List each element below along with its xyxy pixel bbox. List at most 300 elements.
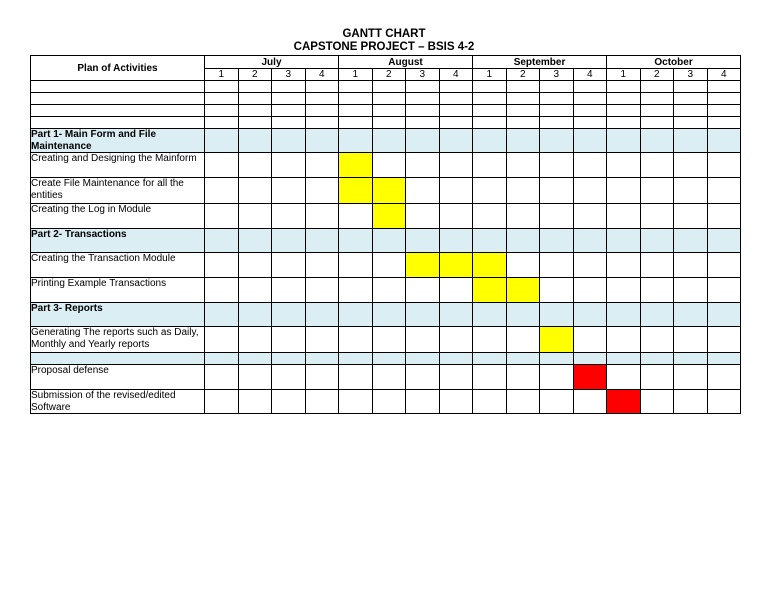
- timeline-cell: [439, 204, 473, 229]
- timeline-cell: [506, 129, 540, 153]
- timeline-cell: [305, 278, 339, 303]
- timeline-cell: [305, 129, 339, 153]
- timeline-cell: [707, 353, 741, 365]
- timeline-cell: [439, 365, 473, 390]
- timeline-cell: [372, 365, 406, 390]
- timeline-cell: [406, 278, 440, 303]
- timeline-cell: [473, 365, 507, 390]
- timeline-cell: [674, 93, 708, 105]
- blank-row: [31, 117, 741, 129]
- timeline-cell: [607, 117, 641, 129]
- timeline-cell: [305, 327, 339, 353]
- timeline-cell: [540, 204, 574, 229]
- timeline-cell: [372, 129, 406, 153]
- month-august: August: [339, 56, 473, 69]
- task-row: [31, 327, 741, 353]
- blank-row: [31, 93, 741, 105]
- timeline-cell: [674, 153, 708, 178]
- week-number-cell: 4: [439, 69, 473, 81]
- timeline-cell: [305, 204, 339, 229]
- timeline-cell: [674, 303, 708, 327]
- timeline-cell: [540, 105, 574, 117]
- timeline-cell: [506, 365, 540, 390]
- timeline-cell: [339, 353, 373, 365]
- timeline-cell: [272, 229, 306, 253]
- timeline-cell: [339, 117, 373, 129]
- timeline-cell: [506, 117, 540, 129]
- timeline-cell: [238, 105, 272, 117]
- timeline-cell: [506, 303, 540, 327]
- timeline-cell: [406, 229, 440, 253]
- month-september: September: [473, 56, 607, 69]
- timeline-cell: [238, 365, 272, 390]
- activity-label: Printing Example Transactions: [31, 278, 205, 303]
- milestone-bar-cell: [573, 365, 607, 390]
- timeline-cell: [506, 105, 540, 117]
- activity-column-header: Plan of Activities: [31, 56, 205, 81]
- timeline-cell: [406, 178, 440, 204]
- month-october: October: [607, 56, 741, 69]
- timeline-cell: [406, 353, 440, 365]
- timeline-cell: [406, 303, 440, 327]
- timeline-cell: [607, 153, 641, 178]
- timeline-cell: [540, 129, 574, 153]
- timeline-cell: [674, 129, 708, 153]
- timeline-cell: [305, 153, 339, 178]
- activity-label: [31, 117, 205, 129]
- timeline-cell: [506, 353, 540, 365]
- timeline-cell: [272, 105, 306, 117]
- timeline-cell: [707, 278, 741, 303]
- timeline-cell: [573, 353, 607, 365]
- task-row: [31, 278, 741, 303]
- section-row: [31, 303, 741, 327]
- timeline-cell: [272, 81, 306, 93]
- timeline-cell: [238, 303, 272, 327]
- timeline-cell: [573, 390, 607, 414]
- timeline-cell: [305, 105, 339, 117]
- timeline-cell: [205, 81, 239, 93]
- timeline-cell: [205, 278, 239, 303]
- timeline-cell: [439, 153, 473, 178]
- week-number-cell: 1: [607, 69, 641, 81]
- timeline-cell: [339, 229, 373, 253]
- chart-title: GANTT CHART: [342, 28, 426, 40]
- timeline-cell: [674, 365, 708, 390]
- timeline-cell: [305, 178, 339, 204]
- timeline-cell: [238, 129, 272, 153]
- timeline-cell: [707, 129, 741, 153]
- timeline-cell: [305, 229, 339, 253]
- week-number-cell: 2: [372, 69, 406, 81]
- timeline-cell: [540, 278, 574, 303]
- timeline-cell: [607, 93, 641, 105]
- timeline-cell: [707, 253, 741, 278]
- timeline-cell: [238, 353, 272, 365]
- activity-label: Creating and Designing the Mainform: [31, 153, 205, 178]
- timeline-cell: [640, 204, 674, 229]
- timeline-cell: [573, 129, 607, 153]
- timeline-cell: [272, 93, 306, 105]
- timeline-cell: [640, 365, 674, 390]
- timeline-cell: [540, 253, 574, 278]
- timeline-cell: [205, 204, 239, 229]
- section-label: Part 3- Reports: [31, 303, 205, 327]
- planned-bar-cell: [339, 153, 373, 178]
- timeline-cell: [607, 204, 641, 229]
- timeline-cell: [406, 327, 440, 353]
- timeline-cell: [372, 105, 406, 117]
- timeline-cell: [607, 303, 641, 327]
- timeline-cell: [573, 229, 607, 253]
- timeline-cell: [406, 93, 440, 105]
- timeline-cell: [238, 178, 272, 204]
- timeline-cell: [607, 353, 641, 365]
- timeline-cell: [372, 229, 406, 253]
- timeline-cell: [272, 253, 306, 278]
- week-number-cell: 2: [238, 69, 272, 81]
- timeline-cell: [439, 390, 473, 414]
- week-number-cell: 1: [339, 69, 373, 81]
- planned-bar-cell: [372, 178, 406, 204]
- timeline-cell: [439, 178, 473, 204]
- section-row: [31, 229, 741, 253]
- planned-bar-cell: [406, 253, 440, 278]
- timeline-cell: [674, 353, 708, 365]
- week-number-cell: 3: [272, 69, 306, 81]
- activity-label: Proposal defense: [31, 365, 205, 390]
- timeline-cell: [339, 105, 373, 117]
- timeline-cell: [473, 327, 507, 353]
- timeline-cell: [573, 278, 607, 303]
- timeline-cell: [607, 229, 641, 253]
- timeline-cell: [406, 117, 440, 129]
- timeline-cell: [540, 178, 574, 204]
- timeline-cell: [238, 390, 272, 414]
- week-number-cell: 2: [506, 69, 540, 81]
- timeline-cell: [272, 390, 306, 414]
- timeline-cell: [674, 253, 708, 278]
- timeline-cell: [439, 353, 473, 365]
- activity-label: [31, 81, 205, 93]
- timeline-cell: [205, 303, 239, 327]
- week-number-cell: 1: [205, 69, 239, 81]
- week-number-cell: 1: [473, 69, 507, 81]
- timeline-cell: [607, 105, 641, 117]
- timeline-cell: [573, 81, 607, 93]
- gantt-table: [30, 55, 741, 414]
- planned-bar-cell: [372, 204, 406, 229]
- timeline-cell: [607, 253, 641, 278]
- task-row: [31, 253, 741, 278]
- timeline-cell: [674, 178, 708, 204]
- timeline-cell: [473, 303, 507, 327]
- timeline-cell: [205, 178, 239, 204]
- timeline-cell: [540, 229, 574, 253]
- timeline-cell: [339, 129, 373, 153]
- task-row: [31, 178, 741, 204]
- timeline-cell: [406, 390, 440, 414]
- timeline-cell: [473, 178, 507, 204]
- timeline-cell: [205, 153, 239, 178]
- timeline-cell: [406, 129, 440, 153]
- timeline-cell: [506, 81, 540, 93]
- timeline-cell: [640, 93, 674, 105]
- section-label: Part 2- Transactions: [31, 229, 205, 253]
- timeline-cell: [640, 390, 674, 414]
- planned-bar-cell: [439, 253, 473, 278]
- timeline-cell: [305, 93, 339, 105]
- timeline-cell: [674, 327, 708, 353]
- activity-label: Create File Maintenance for all the entities: [31, 178, 205, 204]
- timeline-cell: [238, 153, 272, 178]
- timeline-cell: [439, 278, 473, 303]
- timeline-cell: [540, 117, 574, 129]
- timeline-cell: [473, 81, 507, 93]
- timeline-cell: [607, 81, 641, 93]
- timeline-cell: [205, 229, 239, 253]
- timeline-cell: [506, 327, 540, 353]
- timeline-cell: [272, 278, 306, 303]
- task-row: [31, 365, 741, 390]
- timeline-cell: [205, 105, 239, 117]
- timeline-cell: [640, 229, 674, 253]
- week-number-cell: 2: [640, 69, 674, 81]
- timeline-cell: [473, 105, 507, 117]
- timeline-cell: [372, 253, 406, 278]
- timeline-cell: [406, 153, 440, 178]
- timeline-cell: [707, 204, 741, 229]
- timeline-cell: [506, 204, 540, 229]
- timeline-cell: [540, 390, 574, 414]
- timeline-cell: [372, 353, 406, 365]
- week-number-cell: 4: [305, 69, 339, 81]
- timeline-cell: [607, 178, 641, 204]
- timeline-cell: [674, 229, 708, 253]
- month-july: July: [205, 56, 339, 69]
- timeline-cell: [439, 303, 473, 327]
- timeline-cell: [506, 153, 540, 178]
- timeline-cell: [406, 105, 440, 117]
- timeline-cell: [607, 327, 641, 353]
- timeline-cell: [540, 81, 574, 93]
- timeline-cell: [339, 390, 373, 414]
- timeline-cell: [473, 117, 507, 129]
- timeline-cell: [272, 117, 306, 129]
- timeline-cell: [238, 204, 272, 229]
- timeline-cell: [238, 117, 272, 129]
- timeline-cell: [506, 93, 540, 105]
- timeline-cell: [506, 253, 540, 278]
- timeline-cell: [540, 303, 574, 327]
- timeline-cell: [339, 81, 373, 93]
- timeline-cell: [640, 303, 674, 327]
- timeline-cell: [640, 153, 674, 178]
- timeline-cell: [372, 117, 406, 129]
- timeline-cell: [272, 129, 306, 153]
- timeline-cell: [372, 278, 406, 303]
- timeline-cell: [674, 117, 708, 129]
- section-label: Part 1- Main Form and File Maintenance: [31, 129, 205, 153]
- planned-bar-cell: [540, 327, 574, 353]
- timeline-cell: [238, 81, 272, 93]
- timeline-cell: [640, 353, 674, 365]
- timeline-cell: [305, 303, 339, 327]
- timeline-cell: [674, 105, 708, 117]
- timeline-cell: [238, 327, 272, 353]
- planned-bar-cell: [473, 253, 507, 278]
- activity-label: Creating the Log in Module: [31, 204, 205, 229]
- timeline-cell: [573, 105, 607, 117]
- timeline-cell: [272, 365, 306, 390]
- activity-label: [31, 105, 205, 117]
- timeline-cell: [674, 81, 708, 93]
- timeline-cell: [707, 117, 741, 129]
- timeline-cell: [473, 390, 507, 414]
- task-row: [31, 204, 741, 229]
- timeline-cell: [439, 81, 473, 93]
- timeline-cell: [372, 327, 406, 353]
- timeline-cell: [573, 204, 607, 229]
- timeline-cell: [573, 178, 607, 204]
- timeline-cell: [674, 278, 708, 303]
- timeline-cell: [439, 129, 473, 153]
- timeline-cell: [305, 253, 339, 278]
- timeline-cell: [339, 303, 373, 327]
- timeline-cell: [707, 390, 741, 414]
- week-number-cell: 3: [540, 69, 574, 81]
- timeline-cell: [205, 129, 239, 153]
- timeline-cell: [573, 303, 607, 327]
- timeline-cell: [439, 105, 473, 117]
- timeline-cell: [272, 303, 306, 327]
- timeline-cell: [573, 117, 607, 129]
- timeline-cell: [406, 365, 440, 390]
- month-header-row: [31, 56, 741, 69]
- timeline-cell: [372, 81, 406, 93]
- timeline-cell: [473, 353, 507, 365]
- timeline-cell: [640, 327, 674, 353]
- blank-row: [31, 105, 741, 117]
- timeline-cell: [540, 93, 574, 105]
- activity-label: Submission of the revised/edited Software: [31, 390, 205, 414]
- timeline-cell: [640, 117, 674, 129]
- activity-label: [31, 353, 205, 365]
- timeline-cell: [506, 229, 540, 253]
- planned-bar-cell: [339, 178, 373, 204]
- timeline-cell: [205, 365, 239, 390]
- timeline-cell: [305, 117, 339, 129]
- timeline-cell: [238, 253, 272, 278]
- task-row: [31, 390, 741, 414]
- timeline-cell: [573, 327, 607, 353]
- timeline-cell: [707, 229, 741, 253]
- week-number-cell: 3: [406, 69, 440, 81]
- timeline-cell: [205, 93, 239, 105]
- section-row: [31, 129, 741, 153]
- timeline-cell: [205, 353, 239, 365]
- timeline-cell: [473, 204, 507, 229]
- timeline-cell: [540, 153, 574, 178]
- timeline-cell: [640, 178, 674, 204]
- timeline-cell: [305, 353, 339, 365]
- timeline-cell: [640, 81, 674, 93]
- timeline-cell: [640, 129, 674, 153]
- timeline-cell: [707, 153, 741, 178]
- timeline-cell: [674, 390, 708, 414]
- timeline-cell: [473, 93, 507, 105]
- milestone-bar-cell: [607, 390, 641, 414]
- timeline-cell: [439, 117, 473, 129]
- timeline-cell: [305, 365, 339, 390]
- timeline-cell: [607, 278, 641, 303]
- timeline-cell: [473, 229, 507, 253]
- timeline-cell: [339, 365, 373, 390]
- timeline-cell: [305, 390, 339, 414]
- timeline-cell: [238, 278, 272, 303]
- timeline-cell: [707, 178, 741, 204]
- timeline-cell: [372, 93, 406, 105]
- timeline-cell: [707, 81, 741, 93]
- timeline-cell: [439, 327, 473, 353]
- timeline-cell: [640, 105, 674, 117]
- project-subtitle: CAPSTONE PROJECT – BSIS 4-2: [293, 41, 475, 53]
- timeline-cell: [205, 327, 239, 353]
- week-number-cell: 4: [573, 69, 607, 81]
- activity-label: Generating The reports such as Daily, Monthly and Yearly reports: [31, 327, 205, 353]
- timeline-cell: [640, 278, 674, 303]
- week-number-cell: 4: [707, 69, 741, 81]
- timeline-cell: [473, 129, 507, 153]
- timeline-cell: [339, 93, 373, 105]
- timeline-cell: [339, 253, 373, 278]
- timeline-cell: [205, 253, 239, 278]
- activity-label: Creating the Transaction Module: [31, 253, 205, 278]
- timeline-cell: [607, 365, 641, 390]
- timeline-cell: [238, 93, 272, 105]
- timeline-cell: [707, 327, 741, 353]
- timeline-cell: [372, 303, 406, 327]
- timeline-cell: [339, 327, 373, 353]
- timeline-cell: [272, 353, 306, 365]
- timeline-cell: [406, 204, 440, 229]
- timeline-cell: [573, 93, 607, 105]
- timeline-cell: [272, 204, 306, 229]
- timeline-cell: [439, 93, 473, 105]
- activity-label: [31, 93, 205, 105]
- timeline-cell: [339, 278, 373, 303]
- timeline-cell: [205, 390, 239, 414]
- timeline-cell: [573, 253, 607, 278]
- timeline-cell: [506, 178, 540, 204]
- timeline-cell: [406, 81, 440, 93]
- timeline-cell: [707, 93, 741, 105]
- timeline-cell: [573, 153, 607, 178]
- timeline-cell: [372, 390, 406, 414]
- timeline-cell: [272, 327, 306, 353]
- timeline-cell: [339, 204, 373, 229]
- timeline-cell: [707, 303, 741, 327]
- timeline-cell: [473, 153, 507, 178]
- timeline-cell: [506, 390, 540, 414]
- timeline-cell: [272, 178, 306, 204]
- task-row: [31, 153, 741, 178]
- section-row: [31, 353, 741, 365]
- timeline-cell: [238, 229, 272, 253]
- week-number-cell: 3: [674, 69, 708, 81]
- timeline-cell: [707, 105, 741, 117]
- timeline-cell: [305, 81, 339, 93]
